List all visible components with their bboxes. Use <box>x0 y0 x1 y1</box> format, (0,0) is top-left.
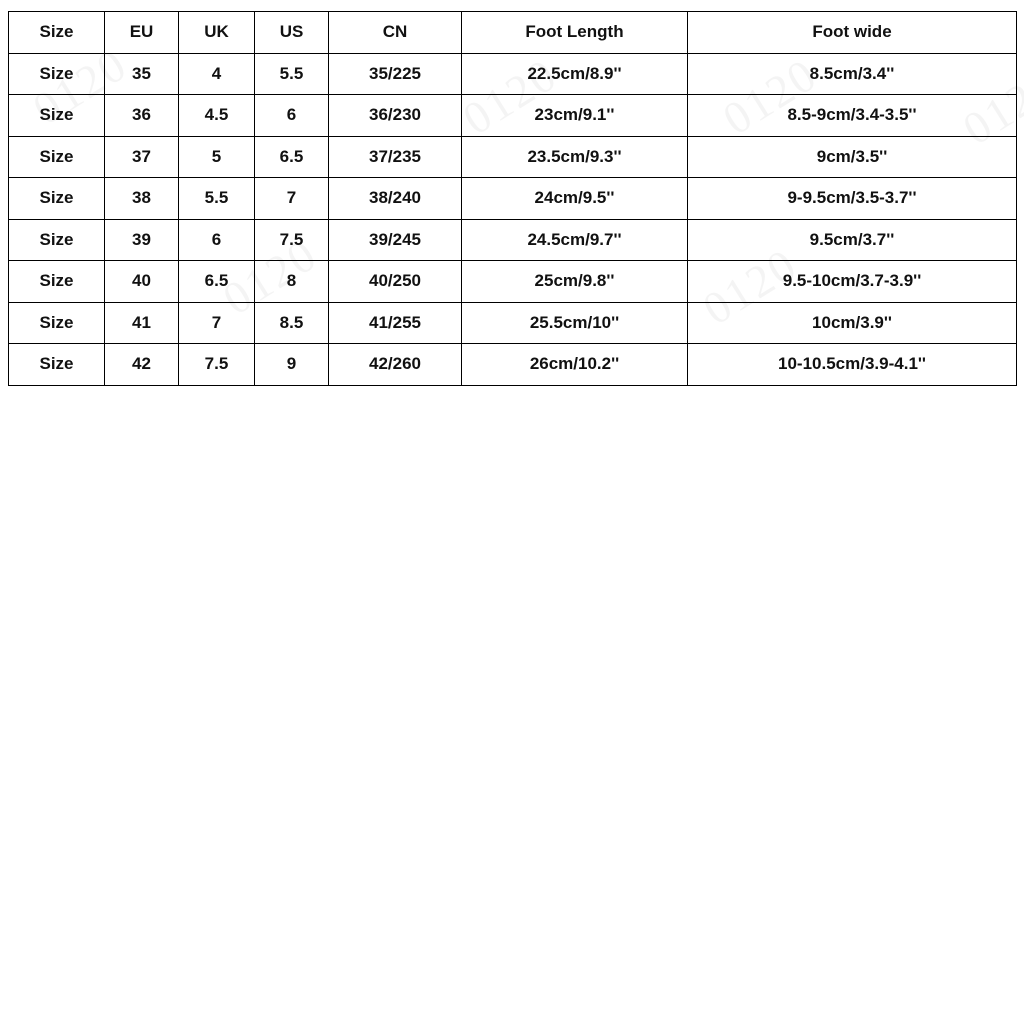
table-cell: 5 <box>179 136 255 178</box>
table-cell: Size <box>9 261 105 303</box>
table-cell: 40 <box>105 261 179 303</box>
header-cell-uk: UK <box>179 12 255 54</box>
table-cell: 35/225 <box>329 53 462 95</box>
table-cell: 38 <box>105 178 179 220</box>
table-cell: 9.5cm/3.7'' <box>688 219 1017 261</box>
table-cell: 4.5 <box>179 95 255 137</box>
table-cell: 6 <box>255 95 329 137</box>
table-cell: 6 <box>179 219 255 261</box>
table-cell: 41/255 <box>329 302 462 344</box>
table-cell: 37 <box>105 136 179 178</box>
header-cell-eu: EU <box>105 12 179 54</box>
header-cell-cn: CN <box>329 12 462 54</box>
table-cell: 23.5cm/9.3'' <box>462 136 688 178</box>
table-cell: 9.5-10cm/3.7-3.9'' <box>688 261 1017 303</box>
table-row <box>9 136 1017 178</box>
table-cell: 10cm/3.9'' <box>688 302 1017 344</box>
table-cell: 39/245 <box>329 219 462 261</box>
table-cell: 5.5 <box>179 178 255 220</box>
table-cell: 7 <box>179 302 255 344</box>
table-row <box>9 178 1017 220</box>
table-cell: 9cm/3.5'' <box>688 136 1017 178</box>
table-cell: Size <box>9 53 105 95</box>
table-cell: 25.5cm/10'' <box>462 302 688 344</box>
table-cell: 5.5 <box>255 53 329 95</box>
header-cell-foot-length: Foot Length <box>462 12 688 54</box>
table-cell: 25cm/9.8'' <box>462 261 688 303</box>
table-cell: 23cm/9.1'' <box>462 95 688 137</box>
table-row <box>9 261 1017 303</box>
table-row <box>9 219 1017 261</box>
table-cell: 36 <box>105 95 179 137</box>
table-cell: 10-10.5cm/3.9-4.1'' <box>688 344 1017 386</box>
table-cell: 6.5 <box>179 261 255 303</box>
table-cell: 4 <box>179 53 255 95</box>
table-cell: 42 <box>105 344 179 386</box>
table-cell: Size <box>9 302 105 344</box>
table-cell: 8 <box>255 261 329 303</box>
table-cell: 7.5 <box>255 219 329 261</box>
table-cell: Size <box>9 136 105 178</box>
table-row <box>9 344 1017 386</box>
table-row <box>9 53 1017 95</box>
table-cell: 6.5 <box>255 136 329 178</box>
table-cell: 22.5cm/8.9'' <box>462 53 688 95</box>
size-chart-table <box>8 11 1017 386</box>
size-chart-body <box>9 12 1017 386</box>
table-cell: 7 <box>255 178 329 220</box>
table-cell: 42/260 <box>329 344 462 386</box>
table-cell: 36/230 <box>329 95 462 137</box>
table-cell: 8.5 <box>255 302 329 344</box>
table-row <box>9 302 1017 344</box>
table-header-row <box>9 12 1017 54</box>
table-cell: Size <box>9 178 105 220</box>
table-cell: 8.5-9cm/3.4-3.5'' <box>688 95 1017 137</box>
table-cell: Size <box>9 219 105 261</box>
table-cell: 39 <box>105 219 179 261</box>
table-cell: Size <box>9 344 105 386</box>
table-cell: 35 <box>105 53 179 95</box>
header-cell-foot-wide: Foot wide <box>688 12 1017 54</box>
table-cell: 24cm/9.5'' <box>462 178 688 220</box>
table-cell: 9 <box>255 344 329 386</box>
table-cell: 8.5cm/3.4'' <box>688 53 1017 95</box>
header-cell-size: Size <box>9 12 105 54</box>
table-row <box>9 95 1017 137</box>
table-cell: 41 <box>105 302 179 344</box>
table-cell: 9-9.5cm/3.5-3.7'' <box>688 178 1017 220</box>
table-cell: Size <box>9 95 105 137</box>
table-cell: 40/250 <box>329 261 462 303</box>
table-cell: 24.5cm/9.7'' <box>462 219 688 261</box>
table-cell: 26cm/10.2'' <box>462 344 688 386</box>
table-cell: 7.5 <box>179 344 255 386</box>
table-cell: 37/235 <box>329 136 462 178</box>
table-cell: 38/240 <box>329 178 462 220</box>
header-cell-us: US <box>255 12 329 54</box>
